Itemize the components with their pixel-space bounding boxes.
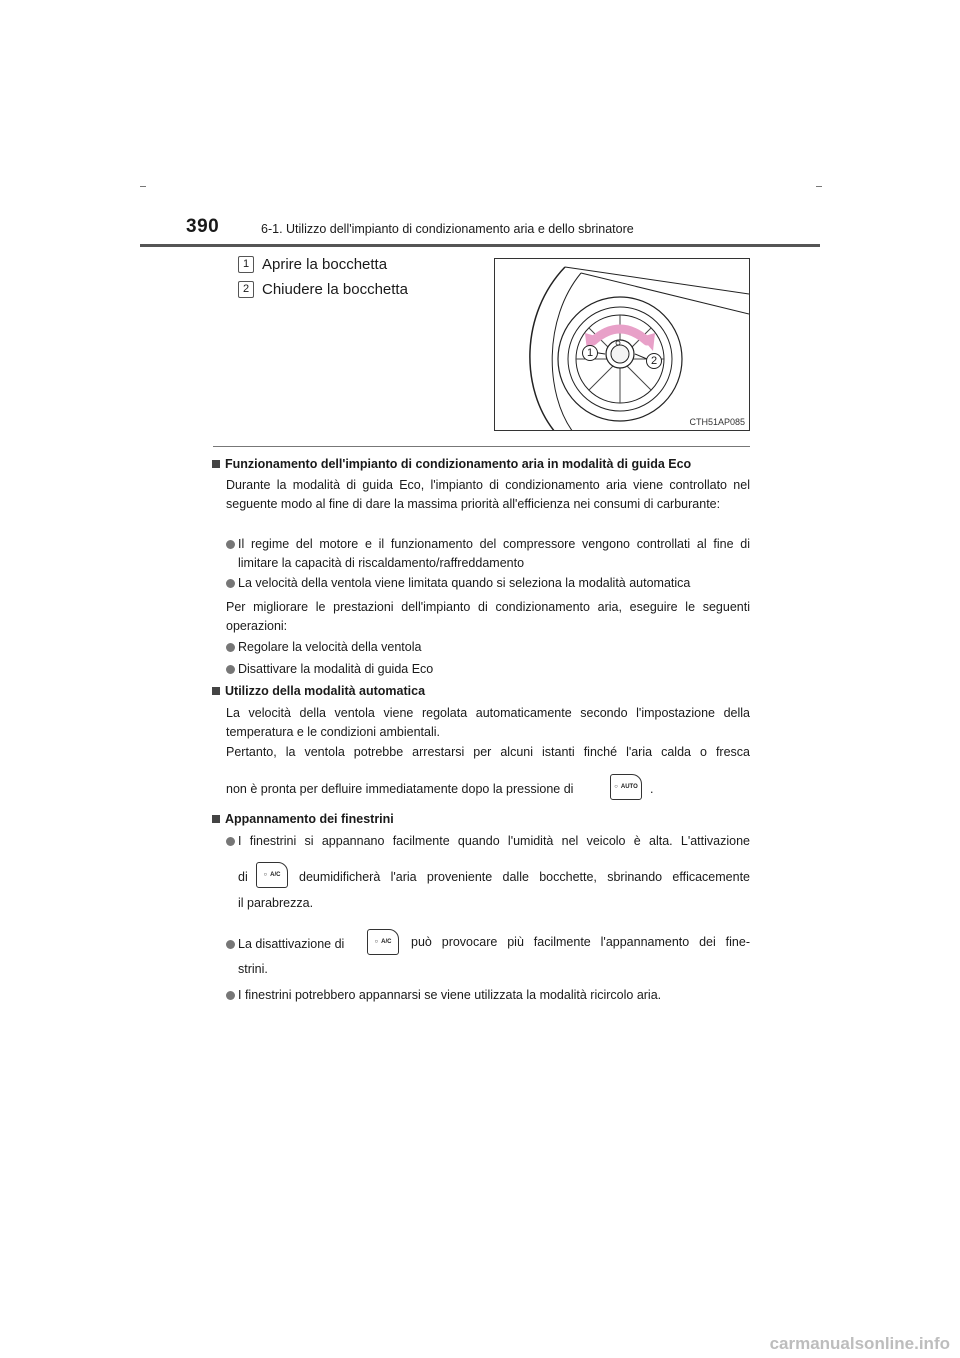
bullet-text: I finestrini si appannano facilmente quando l'umidità nel veicolo è alta. L'attivazione — [238, 834, 750, 848]
ac-button-label: A/C — [270, 872, 281, 878]
bullet-text: I finestrini potrebbero appannarsi se viene utilizzata la modalità ricircolo aria. — [238, 988, 662, 1002]
chapter-title: 6-1. Utilizzo dell'impianto di condizionamento aria e dello sbrinatore — [261, 222, 634, 236]
bullet-text: Il regime del motore e il funzionamento del compressore vengono controllati al fine di limitare la capacità di riscaldamento/raffreddamento — [238, 537, 750, 570]
vent-illustration — [494, 258, 750, 431]
square-bullet-icon — [212, 815, 220, 823]
section-heading-fog — [212, 812, 394, 826]
auto-button-label: AUTO — [620, 784, 638, 790]
round-bullet-icon — [226, 540, 235, 549]
callout-1: 1 — [582, 345, 598, 361]
bullet-text: La velocità della ventola viene limitata quando si seleziona la modalità automatica — [238, 576, 691, 590]
step-label: Aprire la bocchetta — [262, 256, 388, 273]
auto-button-icon — [610, 774, 642, 800]
step-close-vent — [238, 281, 408, 298]
heading-text: Funzionamento dell'impianto di condizionamento aria in modalità di guida Eco — [225, 457, 692, 471]
step-label: Chiudere la bocchetta — [262, 281, 408, 298]
round-bullet-icon — [226, 643, 235, 652]
fog-bullet-3 — [226, 986, 750, 1005]
step-number-badge: 1 — [238, 256, 254, 273]
vent-drawing — [495, 259, 750, 431]
fog-bullet-1-line-3: il parabrezza. — [238, 896, 314, 910]
ac-button-label: A/C — [381, 939, 392, 945]
fog-bullet-1-pre: di — [238, 870, 248, 884]
eco-bullet-2 — [226, 574, 750, 593]
auto-paragraph-2-line-2: non è pronta per defluire immediatamente dopo la pressione di — [226, 782, 574, 796]
crop-mark-left — [140, 186, 146, 187]
round-bullet-icon — [226, 665, 235, 674]
ac-button-icon — [256, 862, 288, 888]
square-bullet-icon — [212, 460, 220, 468]
page-number: 390 — [186, 216, 220, 237]
fog-bullet-2-line-2: strini. — [238, 962, 268, 976]
header-rule — [140, 244, 820, 247]
indicator-icon: ○ — [614, 784, 618, 790]
ac-button-icon — [367, 929, 399, 955]
step-open-vent — [238, 256, 387, 273]
indicator-icon: ○ — [263, 872, 268, 878]
round-bullet-icon — [226, 837, 235, 846]
bullet-text: Disattivare la modalità di guida Eco — [238, 662, 434, 676]
round-bullet-icon — [226, 940, 235, 949]
figure-code: CTH51AP085 — [689, 417, 745, 427]
section-heading-eco — [212, 457, 691, 471]
indicator-icon: ○ — [374, 939, 379, 945]
watermark: carmanualsonline.info — [769, 1334, 950, 1353]
auto-paragraph-2-end: . — [650, 782, 654, 796]
eco-intro-paragraph: Durante la modalità di guida Eco, l'impianto di condizionamento aria viene controllato nel seguente modo al fine di dare la massima priorità all'efficienza nei consumi di carburante: — [226, 478, 750, 511]
round-bullet-icon — [226, 991, 235, 1000]
square-bullet-icon — [212, 687, 220, 695]
section-divider — [213, 446, 750, 447]
step-number-badge: 2 — [238, 281, 254, 298]
auto-paragraph-1: La velocità della ventola viene regolata automaticamente secondo l'impostazione della temperatura e le condizioni ambientali. — [226, 706, 750, 739]
eco-bullet-1 — [226, 535, 750, 573]
callout-2: 2 — [646, 353, 662, 369]
bullet-text: Regolare la velocità della ventola — [238, 640, 422, 654]
heading-text: Utilizzo della modalità automatica — [225, 684, 426, 698]
round-bullet-icon — [226, 579, 235, 588]
auto-paragraph-2-line-1: Pertanto, la ventola potrebbe arrestarsi per alcuni istanti finché l'aria calda o fresca — [226, 745, 750, 759]
fog-bullet-1-post: deumidificherà l'aria proveniente dalle bocchette, sbrinando efficacemente — [299, 870, 750, 884]
fog-bullet-1 — [226, 832, 750, 851]
fog-bullet-2-post: può provocare più facilmente l'appannamento dei fine- — [411, 935, 750, 949]
heading-text: Appannamento dei finestrini — [225, 812, 394, 826]
crop-mark-right — [816, 186, 822, 187]
eco-improve-bullet-1 — [226, 638, 750, 657]
section-heading-auto — [212, 684, 425, 698]
eco-improve-paragraph: Per migliorare le prestazioni dell'impianto di condizionamento aria, eseguire le seguenti operazioni: — [226, 600, 750, 633]
bullet-text: La disattivazione di — [238, 937, 345, 951]
eco-improve-bullet-2 — [226, 660, 750, 679]
